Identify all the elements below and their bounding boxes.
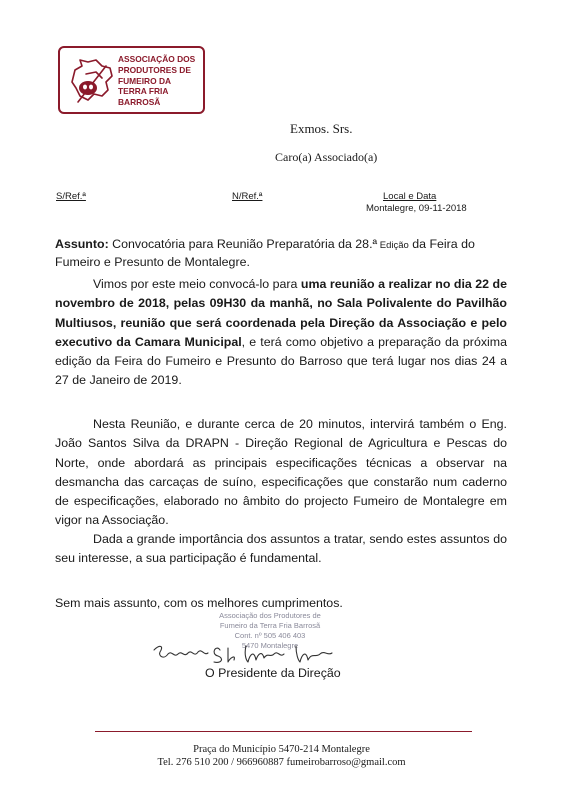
subject-text-small: Edição (377, 240, 409, 251)
our-reference: N/Ref.ª (232, 191, 263, 202)
logo-line: TERRA FRIA (118, 86, 169, 97)
paragraph-text: Vimos por este meio convocá-lo para (93, 277, 301, 291)
stamp-line: 5470 Montalegre (241, 641, 299, 650)
subject-label: Assunto: (55, 237, 109, 251)
logo-line: ASSOCIAÇÃO DOS (118, 54, 196, 64)
salutation-title: Exmos. Srs. (290, 121, 353, 136)
paragraph-meeting-details: Nesta Reunião, e durante cerca de 20 minutos, intervirá também o Eng. João Santos Silva da DRAPN - Direção Regional de Agricultura e Pescas do Norte, onde abordará as principais especificações técnicas a observar na desmancha das carcaças de suíno, especificações que constarão num caderno de especificações, elaborado no âmbito do projecto Fumeiro de Montalegre em vigor na Associação. (55, 417, 507, 528)
subject-text-end: da Feira do Fumeiro e Presunto de Montalegre. (55, 237, 475, 269)
paragraph-importance: Dada a grande importância dos assuntos a tratar, sendo estes assuntos do seu interesse, a sua participação é fundamental. (55, 532, 507, 566)
closing-remark: Sem mais assunto, com os melhores cumprimentos. (55, 596, 343, 610)
logo-pig-emblem-icon (66, 52, 116, 110)
stamp-line: Cont. nº 505 406 403 (234, 631, 306, 640)
footer-contacts: Tel. 276 510 200 / 966960887 fumeirobarroso@gmail.com (157, 757, 406, 768)
paragraph-bold-text: uma reunião a realizar no dia 22 de novembro de 2018, pelas 09H30 da manhã, no Sala Polivalente do Pavilhão Multiusos, reunião que será coordenada pela Direção da Associação e pelo executivo da Camara Municipal (55, 277, 507, 349)
logo-line: BARROSÃ (118, 97, 161, 108)
logo-line: FUMEIRO DA (118, 75, 172, 86)
paragraph-convocation (55, 275, 507, 391)
subject-text: Convocatória para Reunião Preparatória da 28.ª (108, 237, 378, 251)
stamp-line: Associação dos Produtores de (219, 611, 321, 620)
footer-divider (95, 731, 472, 732)
paragraph-text: , e terá como objetivo a preparação da próxima edição da Feira do Fumeiro e Presunto do Barroso que terá lugar nos dias 24 a 27 de Janeiro de 2019. (55, 334, 507, 388)
place-date-label: Local e Data (383, 191, 437, 202)
stamp-line: Fumeiro da Terra Fria Barrosã (219, 621, 321, 630)
footer-address: Praça do Município 5470-214 Montalegre (193, 744, 370, 755)
logo-line: PRODUTORES DE (118, 64, 191, 75)
subject-line (55, 236, 505, 270)
logo-text (118, 54, 204, 108)
salutation-recipient: Caro(a) Associado(a) (275, 150, 378, 164)
place-date-value: Montalegre, 09-11-2018 (366, 203, 467, 214)
signer-title: O Presidente da Direção (205, 666, 341, 680)
association-logo (58, 46, 205, 114)
sender-reference: S/Ref.ª (56, 191, 86, 202)
